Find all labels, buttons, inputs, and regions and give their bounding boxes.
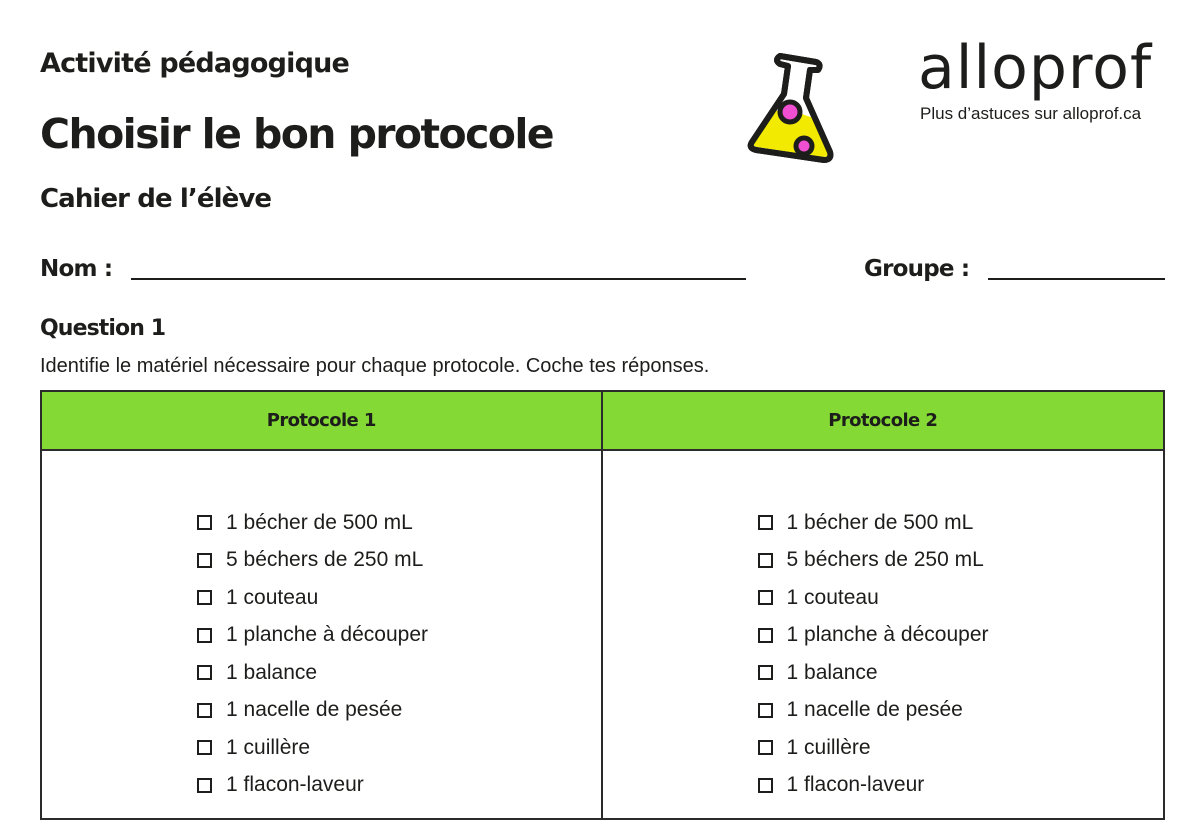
checklist-item[interactable]: 1 nacelle de pesée — [758, 692, 989, 730]
checklist-item[interactable]: 5 béchers de 250 mL — [197, 542, 428, 580]
name-label: Nom : — [40, 256, 113, 282]
checkbox[interactable] — [758, 740, 773, 755]
checkbox[interactable] — [758, 590, 773, 605]
checklist-item[interactable]: 5 béchers de 250 mL — [758, 542, 989, 580]
checkbox[interactable] — [197, 778, 212, 793]
group-label: Groupe : — [864, 256, 970, 282]
protocol-2-cell — [603, 451, 1164, 818]
checklist-item[interactable]: 1 bécher de 500 mL — [758, 504, 989, 542]
checkbox[interactable] — [758, 778, 773, 793]
checkbox[interactable] — [758, 628, 773, 643]
page-title: Choisir le bon protocole — [40, 110, 553, 158]
checkbox[interactable] — [197, 590, 212, 605]
checkbox[interactable] — [197, 740, 212, 755]
checkbox[interactable] — [197, 665, 212, 680]
page-kicker: Activité pédagogique — [40, 48, 350, 79]
checklist-item[interactable]: 1 planche à découper — [197, 617, 428, 655]
column-header-protocole-2: Protocole 2 — [603, 392, 1164, 451]
checkbox[interactable] — [197, 515, 212, 530]
alloprof-logo: alloprof — [918, 33, 1153, 103]
checklist-item[interactable]: 1 bécher de 500 mL — [197, 504, 428, 542]
checklist-item[interactable]: 1 balance — [197, 654, 428, 692]
flask-icon — [744, 48, 836, 168]
question-instruction: Identifie le matériel nécessaire pour chaque protocole. Coche tes réponses. — [40, 355, 710, 377]
protocol-table — [40, 390, 1165, 820]
checklist-protocole-2 — [758, 504, 989, 804]
checklist-item[interactable]: 1 couteau — [758, 579, 989, 617]
checklist-item[interactable]: 1 nacelle de pesée — [197, 692, 428, 730]
checkbox[interactable] — [758, 515, 773, 530]
checklist-protocole-1 — [197, 504, 428, 804]
checklist-item[interactable]: 1 planche à découper — [758, 617, 989, 655]
checklist-item[interactable]: 1 cuillère — [197, 729, 428, 767]
checkbox[interactable] — [197, 703, 212, 718]
checkbox[interactable] — [197, 628, 212, 643]
alloprof-tagline: Plus d’astuces sur alloprof.ca — [920, 104, 1142, 123]
checklist-item[interactable]: 1 balance — [758, 654, 989, 692]
checkbox[interactable] — [758, 553, 773, 568]
checkbox[interactable] — [758, 703, 773, 718]
name-field[interactable] — [131, 278, 746, 280]
page-subtitle: Cahier de l’élève — [40, 184, 272, 214]
question-title: Question 1 — [40, 316, 166, 341]
checklist-item[interactable]: 1 couteau — [197, 579, 428, 617]
checklist-item[interactable]: 1 cuillère — [758, 729, 989, 767]
checklist-item[interactable]: 1 flacon-laveur — [197, 767, 428, 805]
column-header-protocole-1: Protocole 1 — [42, 392, 603, 451]
group-field[interactable] — [988, 278, 1165, 280]
protocol-1-cell — [42, 451, 603, 818]
checkbox[interactable] — [197, 553, 212, 568]
checklist-item[interactable]: 1 flacon-laveur — [758, 767, 989, 805]
checkbox[interactable] — [758, 665, 773, 680]
